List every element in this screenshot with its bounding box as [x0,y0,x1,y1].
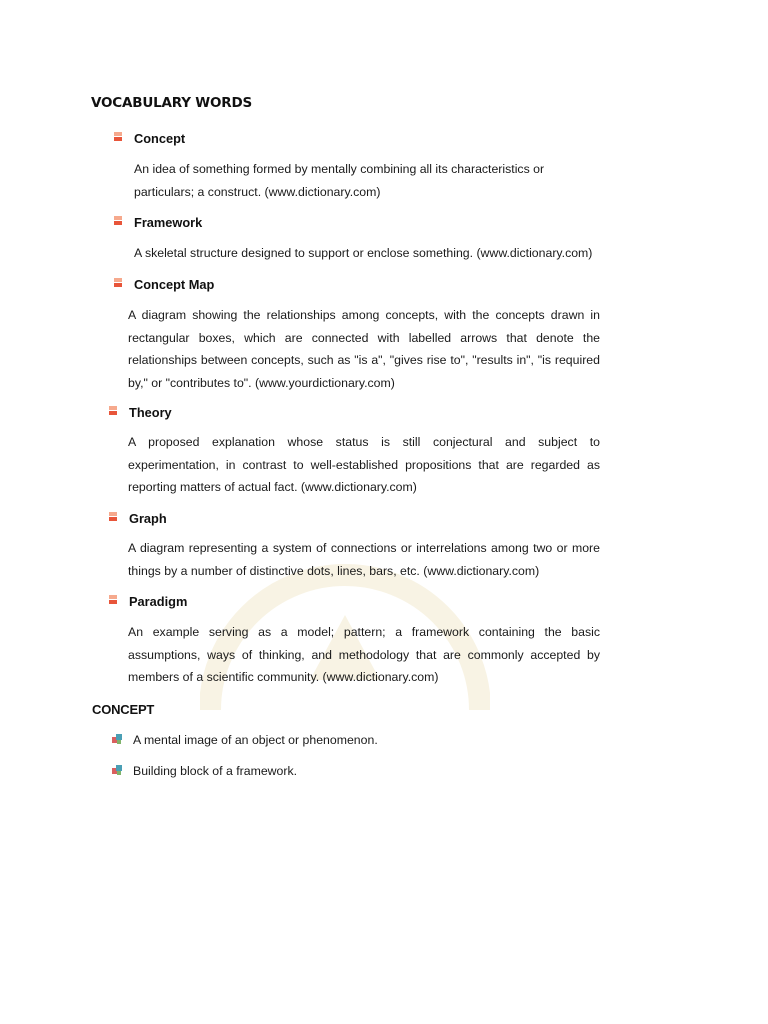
term-theory [129,405,172,420]
term-definition: An idea of something formed by mentally combining all its characteristics or particulars; a construct. (www.dictionary.com) [134,162,545,199]
term-concept [134,131,185,146]
book-bullet-icon [109,512,117,521]
term-definition: An example serving as a model; pattern; a framework containing the basic assumptions, ways of thinking, and methodology that are commonly accepted by members of a scientific community. (www.dictionary.com) [128,625,600,684]
term-label: Paradigm [129,594,188,609]
concept-item-text: Building block of a framework. [133,764,298,778]
puzzle-bullet-icon [112,765,122,775]
concept-list-item [133,764,297,778]
term-label: Theory [129,405,172,420]
term-framework [134,215,202,230]
term-definition: A skeletal structure designed to support or enclose something. (www.dictionary.com) [134,246,593,260]
book-bullet-icon [114,132,122,141]
concept-item-text: A mental image of an object or phenomenon. [133,733,378,747]
term-paradigm [129,594,187,609]
book-bullet-icon [114,216,122,225]
term-label: Graph [129,511,167,526]
term-label: Concept Map [134,277,215,292]
concept-list-item [133,733,378,747]
term-graph [129,511,167,526]
term-definition: A diagram showing the relationships among concepts, with the concepts drawn in rectangular boxes, which are connected with labelled arrows that denote the relationships between concepts, such as "is a", "gives rise to", "results in", "is required by," or "contributes to". (www.yourdictionary.com) [128,308,600,390]
term-concept-map [134,277,214,292]
term-label: Framework [134,215,203,230]
term-definition: A proposed explanation whose status is still conjectural and subject to experimentation, in contrast to well-established propositions that are regarded as reporting matters of actual fact. (www.dictionary.com) [128,435,600,494]
term-definition: A diagram representing a system of connections or interrelations among two or more things by a number of distinctive dots, lines, bars, etc. (www.dictionary.com) [128,541,600,578]
page-heading: VOCABULARY WORDS [91,95,252,111]
term-label: Concept [134,131,186,146]
puzzle-bullet-icon [112,734,122,744]
book-bullet-icon [114,278,122,287]
concept-section-title: CONCEPT [92,702,155,717]
book-bullet-icon [109,595,117,604]
book-bullet-icon [109,406,117,415]
